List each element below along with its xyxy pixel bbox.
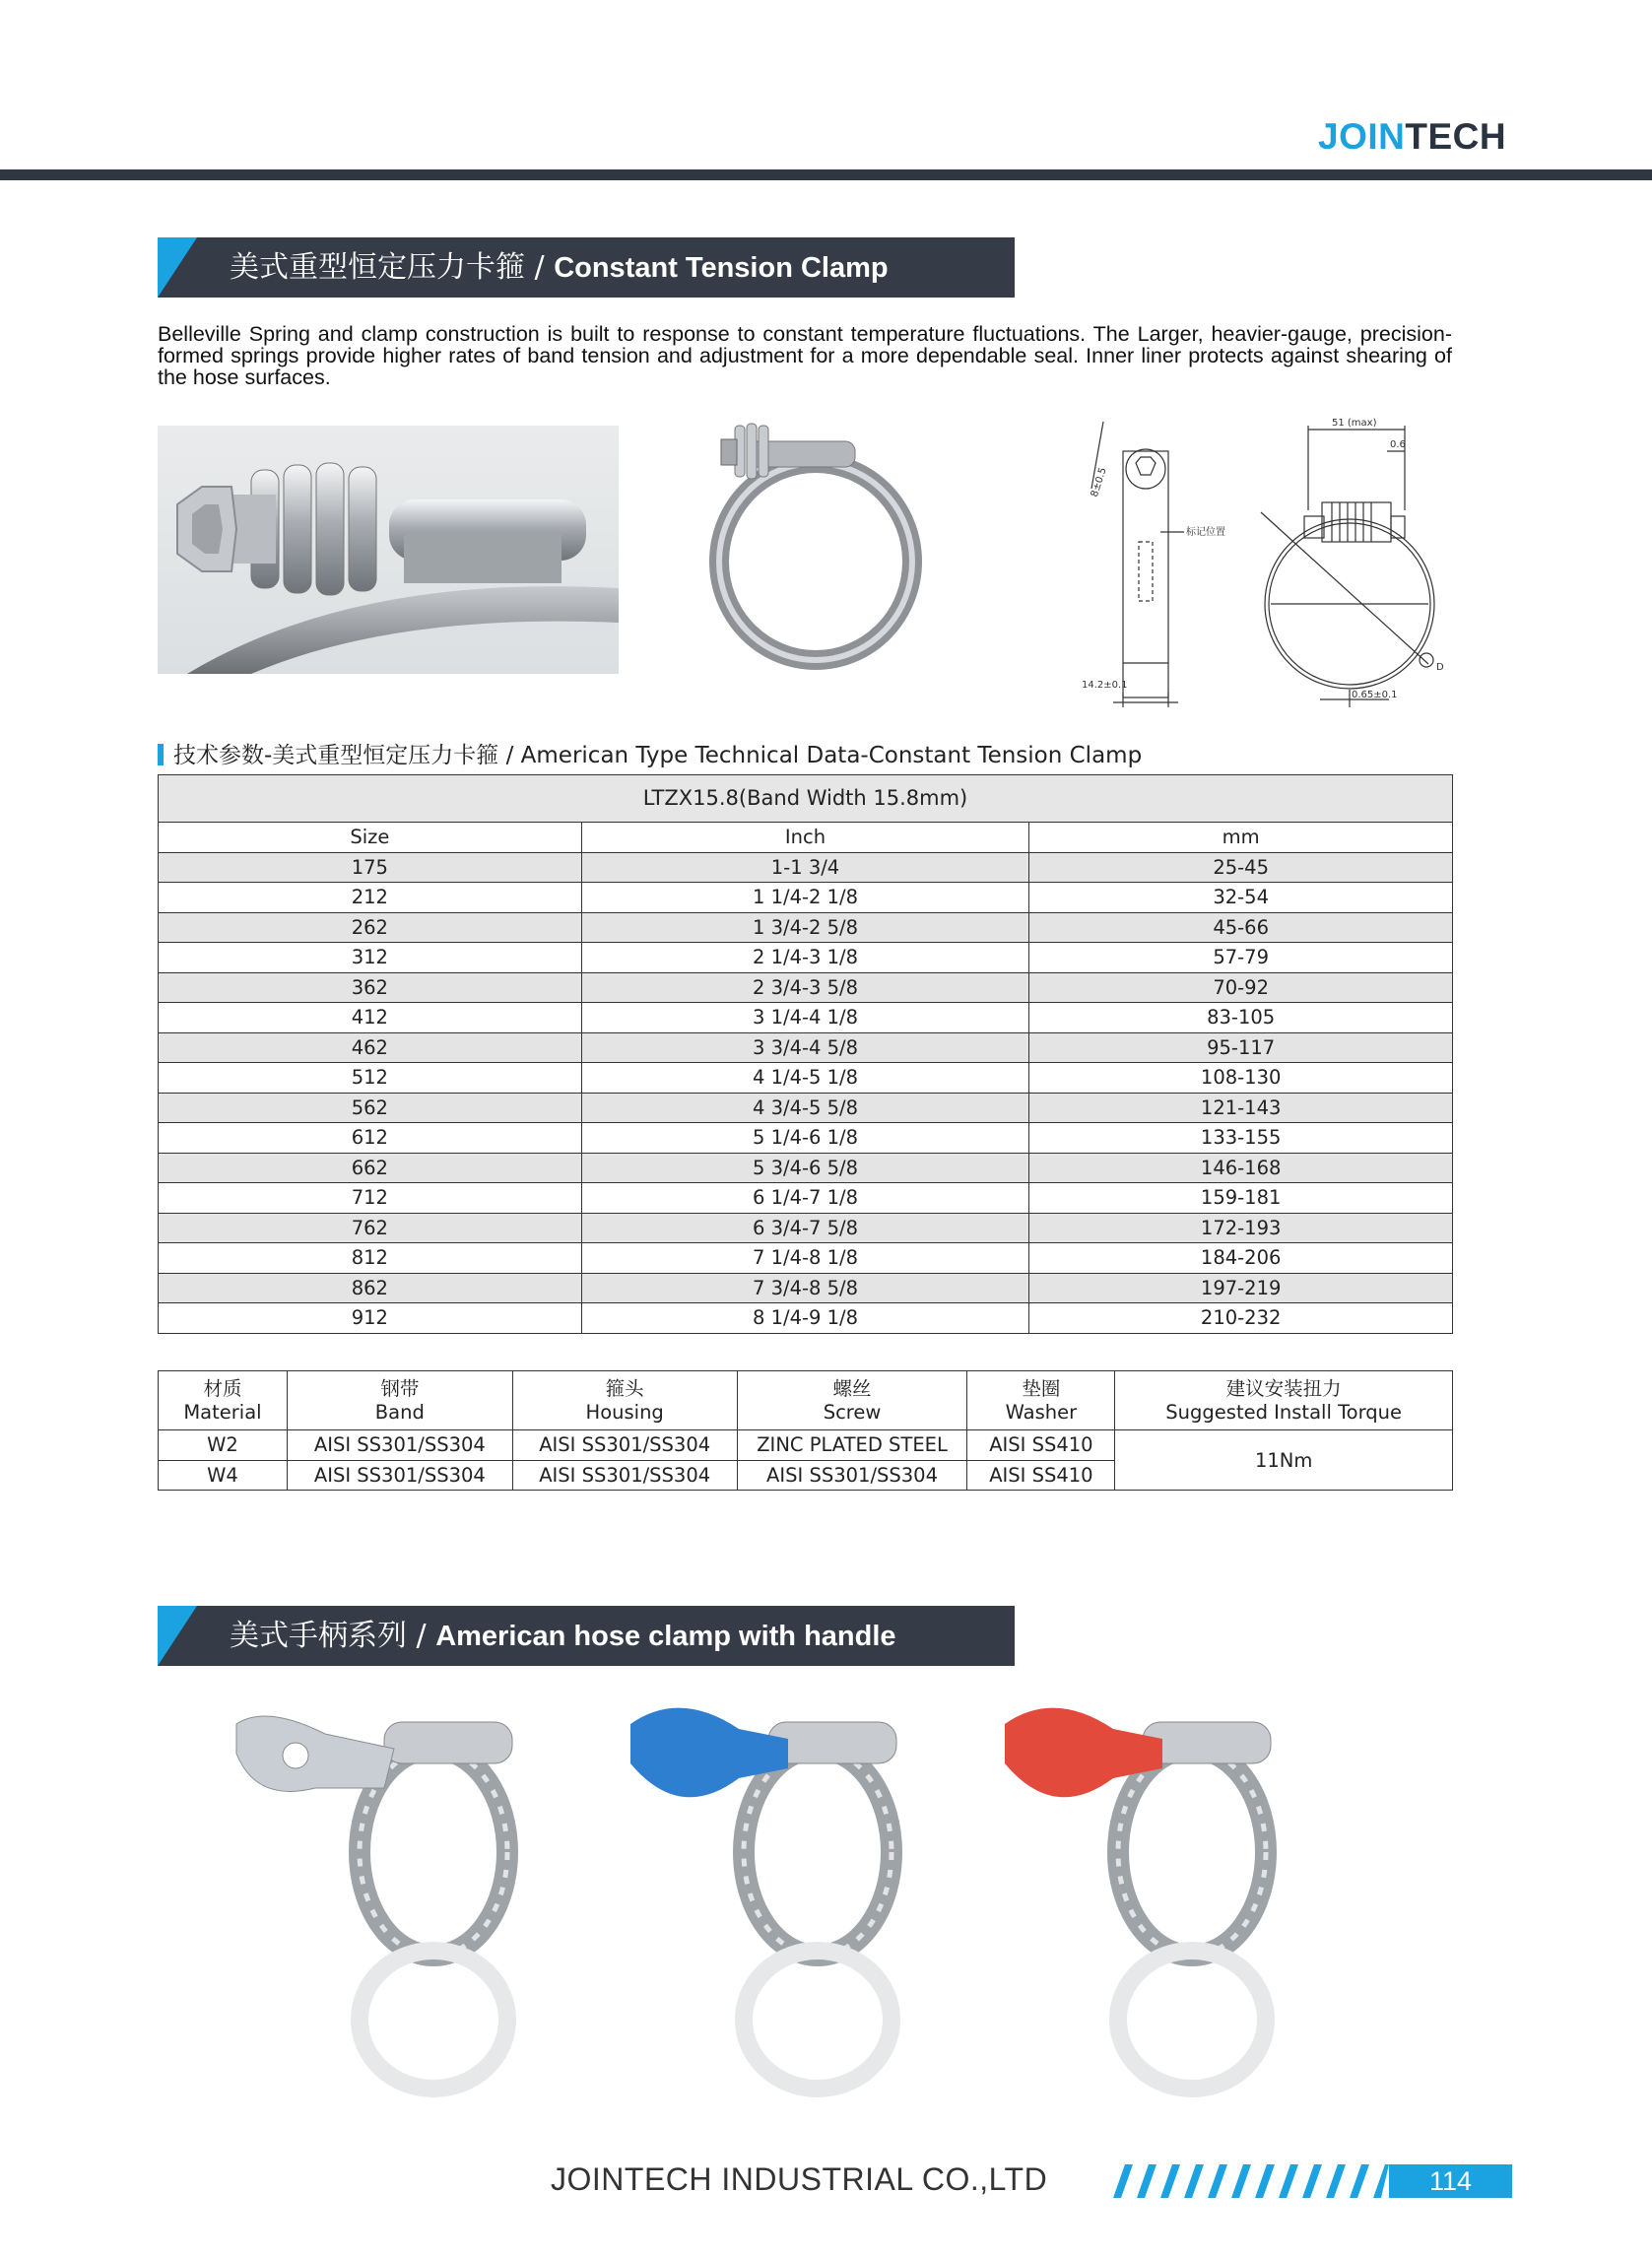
footer-stripes (1103, 2164, 1399, 2198)
size-table-caption: LTZX15.8(Band Width 15.8mm) (159, 775, 1453, 823)
dim-diameter: D (1436, 662, 1444, 673)
section-title-en: Constant Tension Clamp (554, 252, 889, 284)
header-en: Suggested Install Torque (1165, 1400, 1403, 1424)
dim-0-6: 0.6 (1390, 439, 1406, 450)
table-cell: 121-143 (1029, 1093, 1453, 1123)
material-header-washer (967, 1371, 1115, 1430)
size-table-header-mm: mm (1029, 823, 1453, 853)
clamp-full-photo (707, 414, 926, 680)
table-cell: 912 (159, 1303, 582, 1334)
table-row (159, 1183, 1453, 1214)
section-title-en: American hose clamp with handle (435, 1621, 896, 1652)
brand-logo-part-a: JOIN (1318, 116, 1406, 157)
table-row (159, 1032, 1453, 1063)
size-table-header-size: Size (159, 823, 582, 853)
table-cell: 172-193 (1029, 1213, 1453, 1243)
size-table-header-inch: Inch (581, 823, 1029, 853)
handle-clamp-2 (630, 1708, 896, 2089)
table-cell: AISI SS301/SS304 (287, 1430, 512, 1461)
table-cell: 83-105 (1029, 1003, 1453, 1033)
table-cell: 412 (159, 1003, 582, 1033)
handle-clamp-photos (207, 1694, 1487, 2108)
table-cell: 712 (159, 1183, 582, 1214)
table-cell: 25-45 (1029, 852, 1453, 883)
tech-data-subheading (158, 737, 1142, 769)
table-cell: 562 (159, 1093, 582, 1123)
table-cell: 8 1/4-9 1/8 (581, 1303, 1029, 1334)
table-row (159, 943, 1453, 973)
mark-position-label: 标记位置 (1186, 527, 1225, 538)
table-row (159, 912, 1453, 943)
table-cell: 312 (159, 943, 582, 973)
section-title-cn: 美式重型恒定压力卡箍 / (230, 250, 555, 285)
table-cell: 662 (159, 1153, 582, 1183)
table-row (159, 1213, 1453, 1243)
table-cell: 70-92 (1029, 972, 1453, 1003)
header-cn: 材质 (203, 1376, 242, 1400)
table-cell: 146-168 (1029, 1153, 1453, 1183)
header-en: Washer (1005, 1400, 1078, 1424)
header-cn: 箍头 (605, 1376, 644, 1400)
header-divider-bar (0, 169, 1652, 180)
table-row (159, 1093, 1453, 1123)
table-cell: 57-79 (1029, 943, 1453, 973)
header-en: Band (374, 1400, 425, 1424)
material-row-w2 (159, 1430, 1453, 1461)
brand-logo (1318, 116, 1506, 158)
table-row (159, 1003, 1453, 1033)
torque-value: 11Nm (1115, 1430, 1453, 1491)
table-cell: 1 1/4-2 1/8 (581, 883, 1029, 913)
section-title-bar-handle-clamp (158, 1606, 1015, 1666)
header-cn: 垫圈 (1022, 1376, 1061, 1400)
header-en: Material (183, 1400, 262, 1424)
table-cell: 175 (159, 852, 582, 883)
header-en: Housing (585, 1400, 664, 1424)
table-cell: 32-54 (1029, 883, 1453, 913)
table-cell: 2 1/4-3 1/8 (581, 943, 1029, 973)
material-table (158, 1370, 1453, 1491)
handle-clamp-1 (236, 1716, 512, 2089)
table-cell: 812 (159, 1243, 582, 1274)
dim-8: 8±0.5 (1089, 466, 1109, 498)
table-cell: 210-232 (1029, 1303, 1453, 1334)
dim-51: 51 (max) (1332, 418, 1377, 429)
section-title (230, 1606, 896, 1666)
table-cell: AISI SS301/SS304 (737, 1460, 967, 1491)
subheading-text: 技术参数-美式重型恒定压力卡箍 / American Type Technical Data-Constant Tension Clamp (173, 743, 1143, 768)
table-cell: 1 3/4-2 5/8 (581, 912, 1029, 943)
section-title (230, 237, 889, 298)
table-row (159, 1123, 1453, 1154)
table-cell: 862 (159, 1273, 582, 1303)
header-cn: 建议安装扭力 (1225, 1376, 1342, 1400)
table-cell: AISI SS301/SS304 (287, 1460, 512, 1491)
brand-logo-part-b: TECH (1405, 116, 1507, 157)
section-accent (158, 237, 197, 298)
table-cell: 4 1/4-5 1/8 (581, 1063, 1029, 1094)
table-cell: 197-219 (1029, 1273, 1453, 1303)
table-cell: 6 3/4-7 5/8 (581, 1213, 1029, 1243)
table-cell: 159-181 (1029, 1183, 1453, 1214)
material-header-band (287, 1371, 512, 1430)
table-row (159, 972, 1453, 1003)
table-cell: 4 3/4-5 5/8 (581, 1093, 1029, 1123)
clamp-closeup-photo (158, 426, 619, 674)
table-cell: AISI SS301/SS304 (512, 1460, 737, 1491)
table-row (159, 852, 1453, 883)
table-cell: 108-130 (1029, 1063, 1453, 1094)
table-cell: ZINC PLATED STEEL (737, 1430, 967, 1461)
subheading-marker (158, 744, 164, 765)
table-cell: 462 (159, 1032, 582, 1063)
handle-clamp-3 (1005, 1708, 1271, 2089)
table-cell: 184-206 (1029, 1243, 1453, 1274)
material-header-torque (1115, 1371, 1453, 1430)
dim-14-2: 14.2±0.1 (1082, 680, 1128, 691)
table-cell: 262 (159, 912, 582, 943)
table-cell: 1-1 3/4 (581, 852, 1029, 883)
table-cell: AISI SS410 (967, 1430, 1115, 1461)
header-cn: 螺丝 (832, 1376, 872, 1400)
table-row (159, 1273, 1453, 1303)
table-cell: 5 3/4-6 5/8 (581, 1153, 1029, 1183)
page-number: 114 (1428, 2166, 1473, 2196)
header-en: Screw (823, 1400, 882, 1424)
table-cell: 512 (159, 1063, 582, 1094)
table-row (159, 1303, 1453, 1334)
table-row (159, 883, 1453, 913)
table-cell: 45-66 (1029, 912, 1453, 943)
section-accent (158, 1606, 197, 1666)
table-cell: 612 (159, 1123, 582, 1154)
table-cell: 3 1/4-4 1/8 (581, 1003, 1029, 1033)
table-cell: 7 3/4-8 5/8 (581, 1273, 1029, 1303)
table-cell: 7 1/4-8 1/8 (581, 1243, 1029, 1274)
table-cell: 95-117 (1029, 1032, 1453, 1063)
section-title-cn: 美式手柄系列 / (230, 1619, 436, 1653)
table-cell: 133-155 (1029, 1123, 1453, 1154)
handle-clamp-photos-svg (207, 1694, 1487, 2108)
size-table (158, 774, 1453, 1334)
table-row (159, 1063, 1453, 1094)
dim-0-65: 0.65±0.1 (1352, 690, 1398, 700)
table-cell: AISI SS410 (967, 1460, 1115, 1491)
table-cell: 6 1/4-7 1/8 (581, 1183, 1029, 1214)
table-cell: W4 (159, 1460, 288, 1491)
table-row (159, 1243, 1453, 1274)
table-cell: W2 (159, 1430, 288, 1461)
material-header-material (159, 1371, 288, 1430)
material-header-screw (737, 1371, 967, 1430)
table-row (159, 1153, 1453, 1183)
section-title-bar-constant-tension (158, 237, 1015, 298)
header-cn: 钢带 (380, 1376, 420, 1400)
table-cell: 2 3/4-3 5/8 (581, 972, 1029, 1003)
table-cell: 362 (159, 972, 582, 1003)
footer-company-name: JOINTECH INDUSTRIAL CO.,LTD (551, 2161, 1048, 2197)
table-cell: 3 3/4-4 5/8 (581, 1032, 1029, 1063)
table-cell: AISI SS301/SS304 (512, 1430, 737, 1461)
table-cell: 5 1/4-6 1/8 (581, 1123, 1029, 1154)
table-cell: 762 (159, 1213, 582, 1243)
intro-paragraph: Belleville Spring and clamp construction is built to response to constant temperature fluctuations. The Larger, heavier-gauge, precision-formed springs provide higher rates of band tension and adjustment for a more dependable seal. Inner liner protects against shearing of the hose surfaces. (158, 322, 1452, 389)
technical-drawing (1064, 412, 1458, 707)
table-cell: 212 (159, 883, 582, 913)
material-header-housing (512, 1371, 737, 1430)
